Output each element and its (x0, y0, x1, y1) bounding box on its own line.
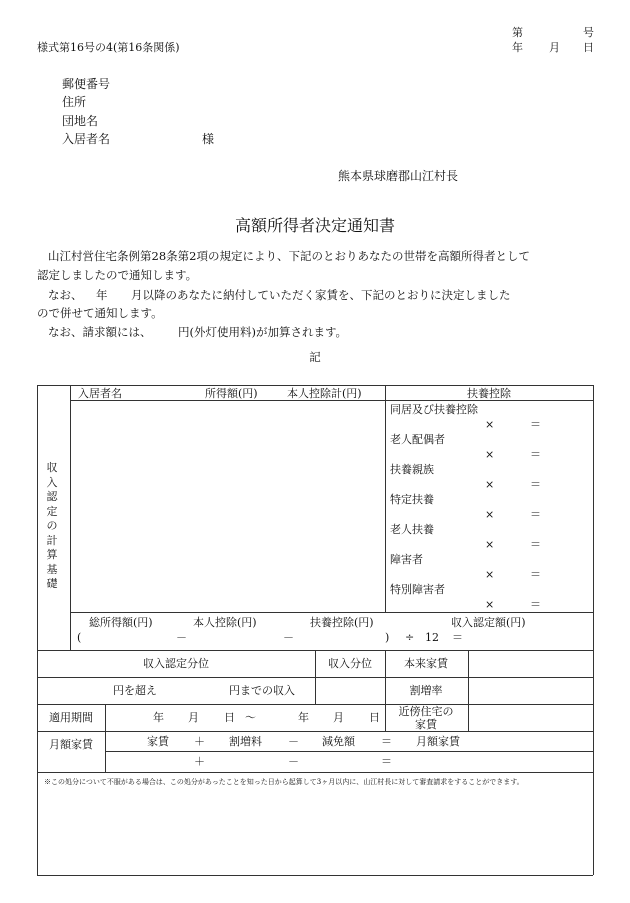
equals-sign: ＝ (530, 568, 541, 581)
dependent-item-label: 扶養親族 (390, 463, 434, 476)
period-month: 月 (188, 711, 199, 724)
formula-equals: ＝ (452, 631, 463, 644)
period-day: 日 (369, 711, 380, 724)
equals-sign: ＝ (530, 478, 541, 491)
appeal-notice: ※この処分について不服がある場合は、この処分があったことを知った日から起算して3ヶ月以内に、山江村長に対して審査請求をすることができます。 (44, 778, 524, 786)
body-para2-year: 年 (96, 288, 108, 302)
period-day: 日 (224, 711, 235, 724)
dependent-item-label: 同居及び扶養控除 (390, 403, 478, 416)
income-class-label: 収入認定分位 (143, 657, 209, 670)
equals-sign: ＝ (530, 418, 541, 431)
col-income: 所得額(円) (205, 387, 258, 400)
body-para3-text: 円(外灯使用料)が加算されます。 (178, 325, 348, 339)
times-sign: × (485, 508, 495, 521)
dependent-item-label: 老人配偶者 (390, 433, 445, 446)
period-tilde: ～ (245, 711, 256, 724)
dependent-item-label: 特定扶養 (390, 493, 434, 506)
total-income-label: 総所得額(円) (89, 616, 153, 629)
honorific: 様 (202, 132, 215, 146)
calc-rent: 家賃 (147, 735, 169, 748)
calc-surcharge: 割増料 (229, 735, 262, 748)
number-dai: 第 (512, 26, 523, 39)
formula-twelve: 12 (425, 631, 439, 644)
number-go: 号 (583, 26, 594, 39)
side-label-income-basis: 収 入 認 定 の 計 算 基 礎 (46, 461, 58, 590)
times-sign: × (485, 448, 495, 461)
calc-equals: ＝ (381, 755, 392, 768)
calc-plus: ＋ (194, 755, 205, 768)
dependent-item-label: 特別障害者 (390, 583, 445, 596)
body-para1-line1: 山江村営住宅条例第28条第2項の規定により、下記のとおりあなたの世帯を高額所得者として (48, 249, 530, 263)
dependent-item-label: 老人扶養 (390, 523, 434, 536)
surcharge-rate-label: 割増率 (409, 684, 443, 697)
formula-close-paren: ) (385, 631, 390, 644)
yen-until-label: 円までの収入 (229, 684, 295, 697)
certified-income-label: 収入認定額(円) (451, 616, 526, 629)
period-year: 年 (153, 711, 164, 724)
formula-divide: ÷ (405, 631, 415, 644)
monthly-rent-label: 月額家賃 (49, 738, 93, 751)
postal-code-label: 郵便番号 (62, 77, 111, 91)
period-year: 年 (298, 711, 309, 724)
calc-equals: ＝ (381, 735, 392, 748)
formula-minus: － (176, 631, 187, 644)
equals-sign: ＝ (530, 538, 541, 551)
times-sign: × (485, 418, 495, 431)
equals-sign: ＝ (530, 598, 541, 611)
times-sign: × (485, 568, 495, 581)
nearby-rent-label-line1: 近傍住宅の (398, 705, 454, 718)
equals-sign: ＝ (530, 508, 541, 521)
body-para3-prefix: なお、請求額には、 (48, 325, 152, 339)
calc-minus: － (288, 755, 299, 768)
body-para1-line2: 認定しましたので通知します。 (37, 268, 198, 282)
period-label: 適用期間 (49, 711, 93, 724)
formula-open-paren: ( (77, 631, 82, 644)
dependent-deduction-label: 扶養控除(円) (310, 616, 374, 629)
yen-over-label: 円を超え (113, 684, 157, 697)
calc-minus: － (288, 735, 299, 748)
income-rank-label: 収入分位 (328, 657, 372, 670)
ki-mark: 記 (309, 350, 321, 364)
sender-name: 熊本県球磨郡山江村長 (338, 169, 459, 183)
times-sign: × (485, 598, 495, 611)
period-month: 月 (333, 711, 344, 724)
body-para2-text: 月以降のあなたに納付していただく家賃を、下記のとおりに決定しました (131, 288, 511, 302)
address-label: 住所 (62, 95, 87, 109)
nearby-rent-label-line2: 家賃 (415, 718, 437, 731)
col-dependent-deduction: 扶養控除 (467, 387, 511, 400)
col-self-deduction: 本人控除計(円) (287, 387, 362, 400)
page-title: 高額所得者決定通知書 (234, 216, 396, 235)
dependent-item-label: 障害者 (390, 553, 423, 566)
col-tenant-name: 入居者名 (78, 387, 122, 400)
tenant-name-label: 入居者名 (62, 132, 111, 146)
calc-monthly-rent: 月額家賃 (416, 735, 460, 748)
body-para2-prefix: なお、 (48, 288, 83, 302)
calc-reduction: 減免額 (322, 735, 355, 748)
date-month: 月 (549, 41, 560, 54)
date-day: 日 (583, 41, 594, 54)
equals-sign: ＝ (530, 448, 541, 461)
date-year: 年 (512, 41, 523, 54)
formula-minus: － (283, 631, 294, 644)
calc-plus: ＋ (194, 735, 205, 748)
form-number: 様式第16号の4(第16条関係) (37, 41, 180, 54)
complex-name-label: 団地名 (62, 114, 99, 128)
times-sign: × (485, 478, 495, 491)
times-sign: × (485, 538, 495, 551)
self-deduction-label: 本人控除(円) (193, 616, 257, 629)
base-rent-label: 本来家賃 (404, 657, 448, 670)
body-para2-line2: ので併せて通知します。 (37, 306, 163, 320)
